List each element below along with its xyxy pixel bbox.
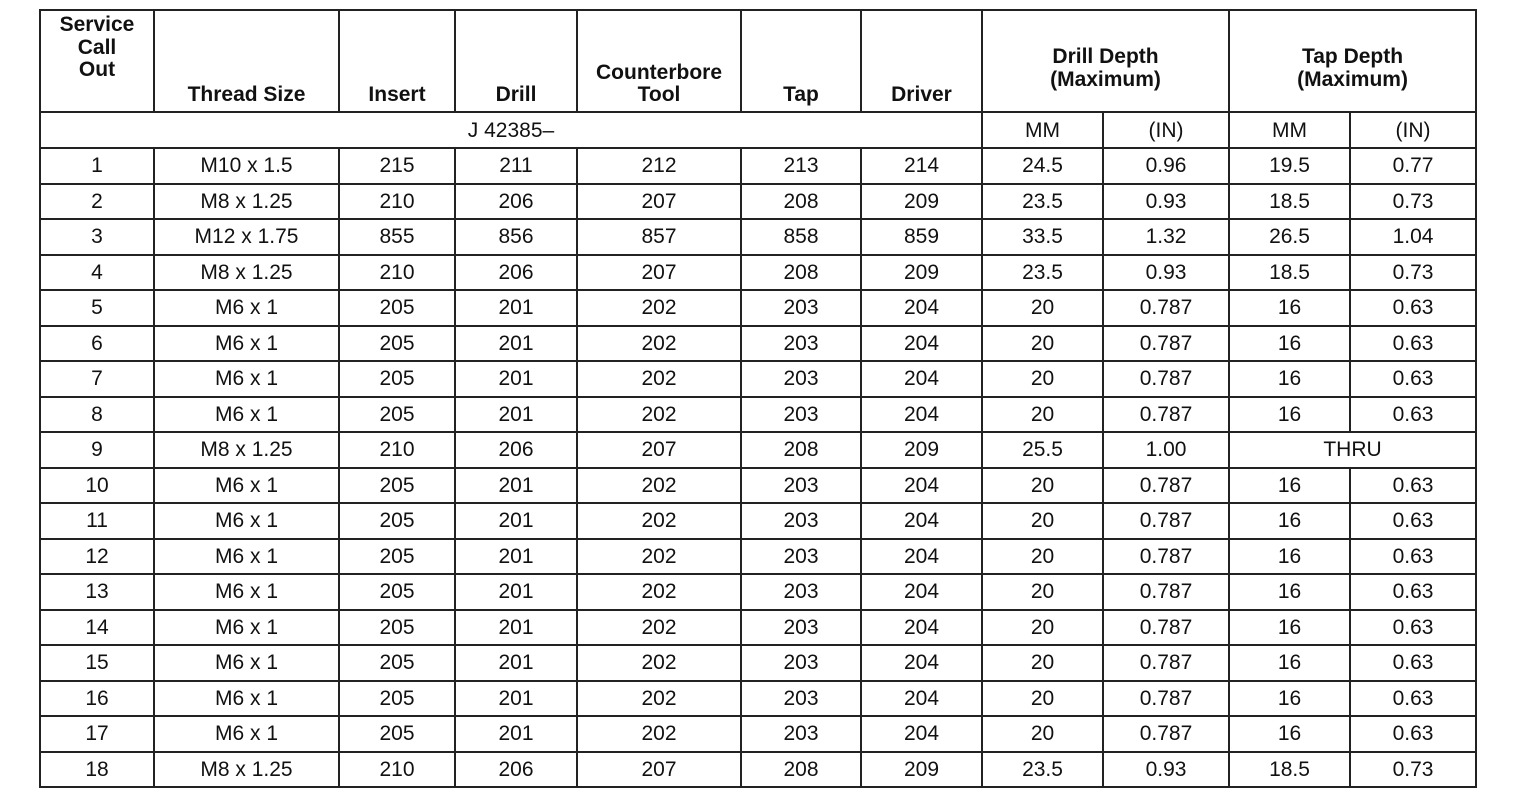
tap-depth-in-cell: 1.04: [1350, 219, 1476, 255]
counterbore-tool-cell: 202: [577, 503, 741, 539]
tap-depth-mm-cell: 16: [1229, 574, 1350, 610]
driver-cell: 209: [861, 184, 982, 220]
insert-cell: 855: [339, 219, 455, 255]
table-row: [40, 432, 1476, 468]
tap-depth-in-cell: 0.63: [1350, 468, 1476, 504]
tap-depth-mm-cell: 16: [1229, 539, 1350, 575]
service-call-out-cell: 3: [40, 219, 154, 255]
table-row: [40, 255, 1476, 291]
service-call-out-cell: 7: [40, 361, 154, 397]
tap-depth-in-cell: 0.63: [1350, 326, 1476, 362]
drill-cell: 201: [455, 610, 577, 646]
counterbore-tool-cell: 212: [577, 148, 741, 184]
drill-cell: 201: [455, 361, 577, 397]
header-line: Drill Depth: [1052, 45, 1159, 69]
service-call-out-cell: 15: [40, 645, 154, 681]
service-call-out-cell: 14: [40, 610, 154, 646]
table-row: [40, 361, 1476, 397]
driver-cell: 204: [861, 574, 982, 610]
drill-depth-mm-cell: 25.5: [982, 432, 1103, 468]
insert-cell: 210: [339, 184, 455, 220]
driver-cell: 209: [861, 255, 982, 291]
drill-depth-mm-cell: 20: [982, 610, 1103, 646]
drill-depth-in-cell: 0.787: [1103, 468, 1229, 504]
tap-depth-in-cell: 0.63: [1350, 574, 1476, 610]
service-call-out-cell: 10: [40, 468, 154, 504]
drill-depth-in-cell: 0.787: [1103, 716, 1229, 752]
drill-depth-mm-cell: 20: [982, 681, 1103, 717]
tap-depth-mm-cell: 16: [1229, 397, 1350, 433]
insert-cell: 205: [339, 574, 455, 610]
thread-size-cell: M12 x 1.75: [154, 219, 339, 255]
insert-cell: 215: [339, 148, 455, 184]
insert-cell: 210: [339, 255, 455, 291]
tap-depth-mm-cell: 26.5: [1229, 219, 1350, 255]
drill-cell: 201: [455, 574, 577, 610]
tap-depth-mm-cell: 16: [1229, 326, 1350, 362]
insert-cell: 205: [339, 397, 455, 433]
drill-cell: 206: [455, 184, 577, 220]
thread-size-cell: M6 x 1: [154, 574, 339, 610]
drill-depth-in-cell: 0.787: [1103, 610, 1229, 646]
driver-cell: 859: [861, 219, 982, 255]
tap-depth-mm-cell: 16: [1229, 645, 1350, 681]
header-line: Tap Depth: [1301, 45, 1404, 69]
header-line: Tool: [637, 83, 681, 107]
drill-depth-in-cell: 0.787: [1103, 503, 1229, 539]
tap-cell: 203: [741, 503, 861, 539]
counterbore-tool-cell: 202: [577, 397, 741, 433]
thread-size-cell: M6 x 1: [154, 503, 339, 539]
service-call-out-cell: 8: [40, 397, 154, 433]
drill-depth-in-cell: 0.787: [1103, 326, 1229, 362]
driver-cell: 209: [861, 432, 982, 468]
table-row: [40, 468, 1476, 504]
drill-cell: 201: [455, 468, 577, 504]
driver-cell: 204: [861, 397, 982, 433]
driver-cell: 204: [861, 610, 982, 646]
tap-cell: 203: [741, 539, 861, 575]
service-call-out-cell: 16: [40, 681, 154, 717]
drill-cell: 201: [455, 326, 577, 362]
drill-depth-mm-cell: 20: [982, 290, 1103, 326]
drill-depth-in-cell: 0.787: [1103, 397, 1229, 433]
drill-depth-mm-cell: 24.5: [982, 148, 1103, 184]
insert-cell: 205: [339, 681, 455, 717]
insert-cell: 205: [339, 468, 455, 504]
tap-depth-mm-cell: 16: [1229, 361, 1350, 397]
thread-size-header: Thread Size: [154, 10, 339, 112]
tap-cell: 208: [741, 432, 861, 468]
tap-depth-in-cell: 0.63: [1350, 539, 1476, 575]
table-row: [40, 752, 1476, 788]
table-row: [40, 219, 1476, 255]
driver-header: Driver: [861, 10, 982, 112]
tap-depth-mm-cell: 19.5: [1229, 148, 1350, 184]
table-row: [40, 397, 1476, 433]
drill-cell: 201: [455, 681, 577, 717]
tap-cell: 208: [741, 184, 861, 220]
drill-depth-mm-cell: 20: [982, 503, 1103, 539]
counterbore-tool-cell: 202: [577, 645, 741, 681]
drill-depth-mm-cell: 20: [982, 468, 1103, 504]
drill-depth-mm-cell: 20: [982, 716, 1103, 752]
tap-depth-in-cell: 0.63: [1350, 503, 1476, 539]
tap-depth-mm-cell: 18.5: [1229, 752, 1350, 788]
driver-cell: 204: [861, 361, 982, 397]
drill-depth-mm-cell: 20: [982, 361, 1103, 397]
counterbore-tool-cell: 202: [577, 290, 741, 326]
service-call-out-cell: 2: [40, 184, 154, 220]
tap-cell: 203: [741, 361, 861, 397]
counterbore-tool-cell: 202: [577, 539, 741, 575]
driver-cell: 204: [861, 290, 982, 326]
thread-size-cell: M8 x 1.25: [154, 752, 339, 788]
header-line: (Maximum): [1050, 68, 1161, 91]
drill-depth-mm-cell: 20: [982, 645, 1103, 681]
service-call-out-cell: 13: [40, 574, 154, 610]
drill-cell: 211: [455, 148, 577, 184]
drill-depth-mm-cell: 20: [982, 326, 1103, 362]
thread-size-cell: M6 x 1: [154, 468, 339, 504]
service-call-out-cell: 17: [40, 716, 154, 752]
tap-depth-thru-cell: THRU: [1229, 432, 1476, 468]
drill-depth-in-cell: 0.93: [1103, 752, 1229, 788]
counterbore-tool-cell: 207: [577, 432, 741, 468]
table-row: [40, 610, 1476, 646]
insert-cell: 205: [339, 610, 455, 646]
table-row: [40, 574, 1476, 610]
driver-cell: 204: [861, 503, 982, 539]
tap-depth-in-cell: 0.73: [1350, 752, 1476, 788]
unit-subheader-row: [40, 112, 1476, 148]
tap-depth-in-cell: 0.63: [1350, 290, 1476, 326]
drill-depth-mm-cell: 23.5: [982, 255, 1103, 291]
service-call-out-cell: 9: [40, 432, 154, 468]
service-call-out-cell: 6: [40, 326, 154, 362]
service-call-out-cell: 18: [40, 752, 154, 788]
thread-size-cell: M8 x 1.25: [154, 255, 339, 291]
insert-cell: 210: [339, 432, 455, 468]
tap-depth-in-cell: 0.63: [1350, 610, 1476, 646]
thread-size-cell: M6 x 1: [154, 716, 339, 752]
tap-cell: 858: [741, 219, 861, 255]
tap-depth-mm-unit: MM: [1229, 112, 1350, 148]
drill-cell: 856: [455, 219, 577, 255]
tap-depth-in-cell: 0.63: [1350, 681, 1476, 717]
driver-cell: 204: [861, 468, 982, 504]
drill-cell: 201: [455, 503, 577, 539]
tap-depth-mm-cell: 16: [1229, 290, 1350, 326]
service-call-out-cell: 4: [40, 255, 154, 291]
tap-depth-in-cell: 0.73: [1350, 184, 1476, 220]
counterbore-tool-cell: 207: [577, 184, 741, 220]
thread-size-cell: M6 x 1: [154, 610, 339, 646]
counterbore-tool-cell: 202: [577, 610, 741, 646]
thread-size-cell: M6 x 1: [154, 681, 339, 717]
insert-cell: 205: [339, 290, 455, 326]
table-row: [40, 503, 1476, 539]
drill-depth-in-cell: 0.787: [1103, 681, 1229, 717]
thread-size-cell: M6 x 1: [154, 645, 339, 681]
header-line: Out: [78, 58, 116, 82]
thread-size-cell: M8 x 1.25: [154, 432, 339, 468]
insert-cell: 205: [339, 503, 455, 539]
header-row: [40, 10, 1476, 112]
tap-depth-in-unit: (IN): [1350, 112, 1476, 148]
tap-cell: 208: [741, 255, 861, 291]
drill-depth-in-cell: 0.787: [1103, 539, 1229, 575]
counterbore-tool-cell: 202: [577, 361, 741, 397]
drill-cell: 201: [455, 397, 577, 433]
drill-depth-mm-cell: 23.5: [982, 184, 1103, 220]
counterbore-tool-cell: 207: [577, 255, 741, 291]
tap-cell: 203: [741, 468, 861, 504]
counterbore-tool-cell: 202: [577, 574, 741, 610]
tap-depth-mm-cell: 16: [1229, 610, 1350, 646]
tap-depth-in-cell: 0.77: [1350, 148, 1476, 184]
table-row: [40, 716, 1476, 752]
service-call-out-cell: 11: [40, 503, 154, 539]
tap-depth-in-cell: 0.63: [1350, 716, 1476, 752]
drill-cell: 201: [455, 716, 577, 752]
driver-cell: 204: [861, 716, 982, 752]
header-line: (Maximum): [1297, 68, 1408, 91]
counterbore-tool-cell: 202: [577, 326, 741, 362]
driver-cell: 204: [861, 326, 982, 362]
tap-cell: 203: [741, 326, 861, 362]
thread-size-cell: M6 x 1: [154, 361, 339, 397]
insert-tool-spec-table: [39, 9, 1477, 788]
drill-depth-mm-cell: 20: [982, 397, 1103, 433]
counterbore-tool-cell: 207: [577, 752, 741, 788]
tap-cell: 203: [741, 574, 861, 610]
tap-depth-header: [1229, 10, 1476, 112]
insert-cell: 205: [339, 716, 455, 752]
insert-cell: 205: [339, 326, 455, 362]
drill-depth-in-cell: 0.787: [1103, 290, 1229, 326]
tap-cell: 203: [741, 290, 861, 326]
drill-cell: 201: [455, 645, 577, 681]
tap-cell: 203: [741, 681, 861, 717]
insert-cell: 205: [339, 645, 455, 681]
tap-depth-mm-cell: 16: [1229, 716, 1350, 752]
drill-depth-in-cell: 0.93: [1103, 255, 1229, 291]
tap-depth-mm-cell: 18.5: [1229, 184, 1350, 220]
tap-depth-in-cell: 0.63: [1350, 397, 1476, 433]
header-line: Service: [59, 13, 135, 36]
table-body: [40, 112, 1476, 787]
thread-size-cell: M6 x 1: [154, 326, 339, 362]
insert-header: Insert: [339, 10, 455, 112]
table-row: [40, 184, 1476, 220]
drill-depth-in-cell: 0.787: [1103, 574, 1229, 610]
header-line: Call: [77, 35, 117, 59]
thread-size-cell: M6 x 1: [154, 290, 339, 326]
header-line: Counterbore: [596, 60, 722, 84]
tap-cell: 208: [741, 752, 861, 788]
tap-cell: 213: [741, 148, 861, 184]
table-row: [40, 645, 1476, 681]
table-row: [40, 326, 1476, 362]
driver-cell: 204: [861, 645, 982, 681]
service-call-out-cell: 1: [40, 148, 154, 184]
thread-size-cell: M10 x 1.5: [154, 148, 339, 184]
table-row: [40, 290, 1476, 326]
tap-depth-mm-cell: 16: [1229, 681, 1350, 717]
drill-depth-in-cell: 0.96: [1103, 148, 1229, 184]
driver-cell: 204: [861, 539, 982, 575]
drill-depth-mm-cell: 33.5: [982, 219, 1103, 255]
drill-cell: 201: [455, 290, 577, 326]
tap-depth-mm-cell: 16: [1229, 503, 1350, 539]
insert-cell: 210: [339, 752, 455, 788]
tap-cell: 203: [741, 716, 861, 752]
driver-cell: 209: [861, 752, 982, 788]
service-call-out-cell: 12: [40, 539, 154, 575]
drill-depth-in-unit: (IN): [1103, 112, 1229, 148]
drill-depth-in-cell: 1.00: [1103, 432, 1229, 468]
counterbore-tool-header: [577, 10, 741, 112]
table-row: [40, 681, 1476, 717]
tap-cell: 203: [741, 397, 861, 433]
tap-depth-in-cell: 0.63: [1350, 361, 1476, 397]
insert-cell: 205: [339, 361, 455, 397]
tap-depth-mm-cell: 18.5: [1229, 255, 1350, 291]
tap-depth-mm-cell: 16: [1229, 468, 1350, 504]
counterbore-tool-cell: 857: [577, 219, 741, 255]
drill-depth-mm-unit: MM: [982, 112, 1103, 148]
driver-cell: 214: [861, 148, 982, 184]
drill-depth-in-cell: 1.32: [1103, 219, 1229, 255]
drill-cell: 206: [455, 752, 577, 788]
table-row: [40, 539, 1476, 575]
drill-depth-in-cell: 0.787: [1103, 361, 1229, 397]
drill-cell: 206: [455, 432, 577, 468]
drill-header: Drill: [455, 10, 577, 112]
insert-cell: 205: [339, 539, 455, 575]
driver-cell: 204: [861, 681, 982, 717]
service-call-out-cell: 5: [40, 290, 154, 326]
table-row: [40, 148, 1476, 184]
tap-header: Tap: [741, 10, 861, 112]
tap-depth-in-cell: 0.63: [1350, 645, 1476, 681]
drill-depth-in-cell: 0.787: [1103, 645, 1229, 681]
tap-depth-in-cell: 0.73: [1350, 255, 1476, 291]
tool-prefix-cell: J 42385–: [40, 112, 982, 148]
drill-cell: 206: [455, 255, 577, 291]
drill-depth-mm-cell: 23.5: [982, 752, 1103, 788]
tap-cell: 203: [741, 610, 861, 646]
drill-depth-header: [982, 10, 1229, 112]
counterbore-tool-cell: 202: [577, 716, 741, 752]
tap-cell: 203: [741, 645, 861, 681]
counterbore-tool-cell: 202: [577, 681, 741, 717]
thread-size-cell: M8 x 1.25: [154, 184, 339, 220]
drill-depth-mm-cell: 20: [982, 539, 1103, 575]
drill-depth-in-cell: 0.93: [1103, 184, 1229, 220]
thread-size-cell: M6 x 1: [154, 539, 339, 575]
drill-depth-mm-cell: 20: [982, 574, 1103, 610]
drill-cell: 201: [455, 539, 577, 575]
thread-size-cell: M6 x 1: [154, 397, 339, 433]
service-call-out-header: [40, 10, 154, 112]
counterbore-tool-cell: 202: [577, 468, 741, 504]
